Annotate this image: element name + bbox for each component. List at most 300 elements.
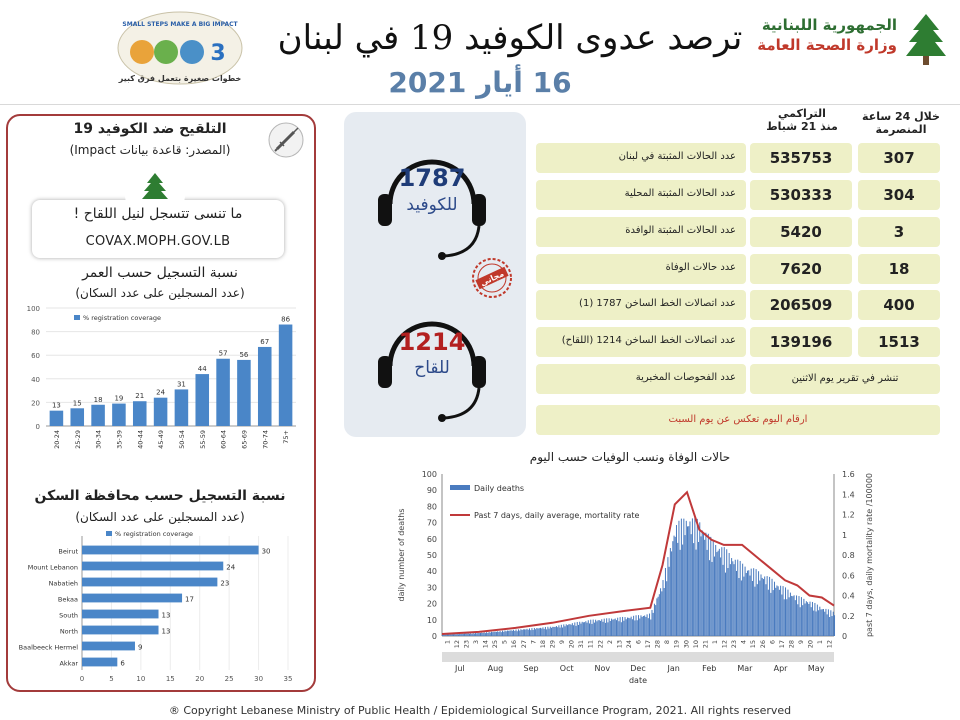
y-tick-label: 40 bbox=[426, 567, 437, 577]
daily-death-bar bbox=[670, 548, 671, 636]
daily-death-bar bbox=[692, 518, 693, 636]
x-month-label: Jan bbox=[667, 664, 680, 673]
daily-death-bar bbox=[599, 620, 600, 636]
y-tick-label: Bekaa bbox=[57, 595, 78, 604]
stat-24h-total-cases: 307 bbox=[858, 143, 940, 173]
legend-label: % registration coverage bbox=[115, 530, 193, 538]
x-month-label: Feb bbox=[702, 664, 717, 673]
daily-death-bar bbox=[558, 625, 559, 636]
daily-death-bar bbox=[781, 595, 782, 636]
data-label: 44 bbox=[197, 365, 207, 374]
daily-death-bar bbox=[656, 598, 657, 636]
daily-death-bar bbox=[700, 536, 701, 636]
stat-cumulative-total-cases: 535753 bbox=[750, 143, 852, 173]
daily-death-bar bbox=[834, 615, 835, 636]
daily-death-bar bbox=[518, 629, 519, 636]
daily-death-bar bbox=[598, 620, 599, 636]
daily-death-bar bbox=[816, 611, 817, 636]
syringe-icon bbox=[267, 121, 305, 159]
daily-death-bar bbox=[775, 588, 776, 636]
daily-death-bar bbox=[797, 604, 798, 636]
daily-death-bar bbox=[685, 535, 686, 636]
y-tick-label: Akkar bbox=[59, 659, 78, 668]
y-tick-label: 50 bbox=[426, 551, 437, 560]
daily-death-bar bbox=[705, 533, 706, 636]
daily-death-bar bbox=[829, 617, 830, 636]
x-month-label: May bbox=[807, 664, 825, 673]
x-week-tick-label: 2 bbox=[605, 640, 614, 645]
x-week-tick-label: 25 bbox=[491, 640, 500, 649]
x-month-label: Jul bbox=[454, 664, 465, 673]
x-week-tick-label: 17 bbox=[644, 640, 653, 649]
daily-death-bar bbox=[588, 620, 589, 636]
daily-death-bar bbox=[502, 631, 503, 636]
daily-death-bar bbox=[814, 603, 815, 636]
governorate-registration-chart bbox=[16, 526, 306, 686]
x-tick-label: 25-29 bbox=[73, 430, 82, 449]
daily-death-bar bbox=[678, 521, 679, 636]
bar bbox=[82, 594, 182, 603]
data-label: 19 bbox=[114, 394, 124, 403]
bar bbox=[82, 658, 117, 667]
daily-death-bar bbox=[683, 519, 684, 636]
x-tick-label: 20 bbox=[195, 675, 205, 683]
daily-death-bar bbox=[618, 621, 619, 636]
daily-death-bar bbox=[653, 613, 654, 636]
daily-death-bar bbox=[497, 631, 498, 636]
daily-death-bar bbox=[580, 624, 581, 636]
daily-death-bar bbox=[665, 568, 666, 636]
daily-death-bar bbox=[498, 632, 499, 636]
daily-death-bar bbox=[740, 561, 741, 636]
daily-death-bar bbox=[783, 586, 784, 636]
daily-death-bar bbox=[723, 565, 724, 636]
daily-death-bar bbox=[805, 603, 806, 636]
daily-death-bar bbox=[528, 630, 529, 636]
daily-death-bar bbox=[704, 540, 705, 636]
daily-death-bar bbox=[768, 590, 769, 636]
daily-death-bar bbox=[693, 543, 694, 636]
daily-death-bar bbox=[594, 623, 595, 636]
daily-death-bar bbox=[511, 630, 512, 636]
daily-death-bar bbox=[663, 580, 664, 636]
daily-death-bar bbox=[651, 610, 652, 636]
daily-death-bar bbox=[789, 597, 790, 636]
covid-hotline-label: للكوفيد bbox=[406, 195, 458, 215]
x-week-tick-label: 9 bbox=[797, 640, 806, 645]
bar bbox=[82, 642, 135, 651]
daily-death-bar bbox=[715, 545, 716, 636]
daily-death-bar bbox=[467, 634, 468, 636]
copyright-footer: ® Copyright Lebanese Ministry of Public Health / Epidemiological Surveillance Program, 2021. All rights reserved bbox=[168, 704, 792, 717]
daily-death-bar bbox=[758, 571, 759, 636]
daily-death-bar bbox=[591, 624, 592, 636]
x-month-label: Dec bbox=[630, 664, 646, 673]
daily-death-bar bbox=[713, 541, 714, 636]
bar bbox=[154, 398, 168, 426]
x-week-tick-label: 23 bbox=[730, 640, 739, 649]
x-week-tick-label: 6 bbox=[768, 640, 777, 645]
daily-death-bar bbox=[622, 617, 623, 636]
daily-death-bar bbox=[481, 633, 482, 636]
daily-death-bar bbox=[698, 542, 699, 636]
daily-death-bar bbox=[476, 633, 477, 636]
data-label: 23 bbox=[220, 579, 230, 588]
x-tick-label: 20-24 bbox=[52, 430, 61, 449]
daily-death-bar bbox=[508, 631, 509, 636]
daily-death-bar bbox=[822, 609, 823, 636]
x-week-tick-label: 30 bbox=[682, 640, 691, 649]
daily-death-bar bbox=[523, 629, 524, 636]
x-week-tick-label: 9 bbox=[558, 640, 567, 645]
daily-death-bar bbox=[675, 537, 676, 636]
daily-death-bar bbox=[738, 578, 739, 636]
stat-label-hotline-1214: عدد اتصالات الخط الساخن 1214 (اللقاح) bbox=[536, 327, 746, 357]
data-label: 6 bbox=[120, 659, 125, 668]
daily-death-bar bbox=[650, 620, 651, 636]
legend-swatch bbox=[106, 531, 112, 536]
covid-hotline-number[interactable]: 1787 bbox=[398, 164, 466, 192]
daily-death-bar bbox=[779, 590, 780, 636]
bar bbox=[82, 578, 217, 587]
daily-death-bar bbox=[503, 632, 504, 636]
daily-death-bar bbox=[753, 568, 754, 636]
daily-death-bar bbox=[501, 632, 502, 636]
daily-death-bar bbox=[620, 617, 621, 636]
daily-death-bar bbox=[719, 549, 720, 636]
ministry-name-line1: الجمهورية اللبنانية bbox=[761, 16, 897, 34]
x-week-tick-label: 7 bbox=[529, 640, 538, 645]
daily-death-bar bbox=[644, 615, 645, 636]
daily-death-bar bbox=[600, 621, 601, 636]
daily-death-bar bbox=[787, 590, 788, 636]
x-tick-label: 65-69 bbox=[240, 430, 249, 449]
daily-death-bar bbox=[737, 560, 738, 636]
legend-label: % registration coverage bbox=[83, 314, 161, 322]
daily-death-bar bbox=[529, 628, 530, 636]
daily-death-bar bbox=[607, 622, 608, 636]
bar bbox=[82, 562, 223, 571]
daily-death-bar bbox=[478, 633, 479, 636]
daily-death-bar bbox=[453, 634, 454, 636]
x-tick-label: 25 bbox=[224, 675, 234, 683]
x-week-tick-label: 28 bbox=[653, 640, 662, 649]
daily-death-bar bbox=[455, 634, 456, 636]
x-week-tick-label: 11 bbox=[586, 640, 595, 649]
daily-death-bar bbox=[671, 551, 672, 636]
daily-death-bar bbox=[749, 576, 750, 636]
y2-tick-label: 0.4 bbox=[842, 591, 855, 601]
daily-death-bar bbox=[555, 627, 556, 636]
daily-death-bar bbox=[791, 596, 792, 636]
daily-death-bar bbox=[485, 633, 486, 636]
daily-death-bar bbox=[524, 629, 525, 636]
stat-cumulative-hotline-1214: 139196 bbox=[750, 327, 852, 357]
data-label: 13 bbox=[161, 611, 171, 620]
legend-swatch bbox=[74, 315, 80, 320]
daily-death-bar bbox=[522, 630, 523, 636]
data-label: 15 bbox=[72, 399, 82, 408]
bar bbox=[112, 404, 126, 426]
daily-death-bar bbox=[540, 628, 541, 636]
x-tick-label: 45-49 bbox=[157, 430, 166, 449]
daily-death-bar bbox=[520, 629, 521, 636]
daily-death-bar bbox=[623, 621, 624, 636]
x-week-tick-label: 12 bbox=[825, 640, 834, 649]
stat-24h-deaths: 18 bbox=[858, 254, 940, 284]
daily-death-bar bbox=[604, 619, 605, 636]
bar bbox=[175, 389, 189, 426]
daily-death-bar bbox=[694, 518, 695, 636]
daily-death-bar bbox=[669, 567, 670, 636]
x-axis-label: date bbox=[628, 676, 648, 685]
daily-death-bar bbox=[664, 588, 665, 636]
daily-death-bar bbox=[741, 580, 742, 636]
daily-death-bar bbox=[464, 634, 465, 636]
y-tick-label: Nabatieh bbox=[48, 579, 78, 588]
column-header-cumulative-line1: التراكمي bbox=[778, 107, 826, 120]
month-band bbox=[442, 652, 834, 662]
daily-death-bar bbox=[492, 632, 493, 636]
daily-death-bar bbox=[824, 612, 825, 636]
daily-death-bar bbox=[569, 624, 570, 636]
daily-death-bar bbox=[686, 521, 687, 636]
daily-death-bar bbox=[772, 579, 773, 636]
daily-death-bar bbox=[636, 615, 637, 636]
daily-death-bar bbox=[725, 573, 726, 636]
daily-death-bar bbox=[631, 617, 632, 636]
data-label: 13 bbox=[51, 401, 61, 410]
daily-death-bar bbox=[647, 614, 648, 636]
legend-swatch-bars bbox=[450, 485, 470, 490]
daily-death-bar bbox=[659, 594, 660, 636]
x-week-tick-label: 8 bbox=[663, 640, 672, 645]
vaccination-title: التلقيح ضد الكوفيد 19 bbox=[73, 121, 227, 137]
daily-death-bar bbox=[697, 519, 698, 636]
y-tick-label: 20 bbox=[426, 599, 437, 609]
daily-death-bar bbox=[490, 633, 491, 636]
daily-death-bar bbox=[469, 634, 470, 636]
svg-text:3: 3 bbox=[210, 41, 226, 66]
daily-death-bar bbox=[609, 618, 610, 636]
daily-death-bar bbox=[756, 569, 757, 636]
daily-death-bar bbox=[735, 560, 736, 636]
daily-death-bar bbox=[773, 590, 774, 636]
y-tick-label: 100 bbox=[26, 305, 40, 313]
data-label: 57 bbox=[218, 349, 228, 358]
x-month-label: Nov bbox=[594, 664, 611, 673]
deaths-chart-title: حالات الوفاة ونسب الوفيات حسب اليوم bbox=[529, 450, 731, 464]
data-label: 56 bbox=[239, 350, 249, 359]
daily-death-bar bbox=[759, 581, 760, 636]
daily-death-bar bbox=[633, 616, 634, 636]
daily-death-bar bbox=[495, 632, 496, 636]
daily-death-bar bbox=[561, 625, 562, 636]
daily-death-bar bbox=[491, 632, 492, 636]
x-week-tick-label: 23 bbox=[462, 640, 471, 649]
data-label: 9 bbox=[137, 643, 143, 652]
daily-death-bar bbox=[817, 605, 818, 636]
x-week-tick-label: 10 bbox=[691, 640, 700, 649]
daily-death-bar bbox=[645, 617, 646, 636]
daily-death-bar bbox=[746, 573, 747, 636]
vaccination-source: (المصدر: قاعدة بيانات Impact) bbox=[69, 143, 231, 157]
daily-death-bar bbox=[794, 595, 795, 636]
daily-death-bar bbox=[699, 522, 700, 636]
daily-death-bar bbox=[612, 620, 613, 636]
daily-death-bar bbox=[765, 584, 766, 636]
daily-death-bar bbox=[654, 604, 655, 636]
daily-death-bar bbox=[487, 633, 488, 636]
data-label: 21 bbox=[135, 392, 145, 401]
x-week-tick-label: 1 bbox=[443, 640, 452, 645]
stamp-label: مجاني bbox=[479, 269, 506, 288]
daily-death-bar bbox=[830, 610, 831, 636]
daily-death-bar bbox=[712, 562, 713, 636]
bar bbox=[258, 347, 272, 426]
daily-death-bar bbox=[803, 599, 804, 636]
daily-death-bar bbox=[465, 634, 466, 636]
daily-death-bar bbox=[682, 545, 683, 636]
daily-death-bar bbox=[551, 628, 552, 636]
daily-death-bar bbox=[587, 623, 588, 636]
bar bbox=[91, 405, 105, 426]
daily-death-bar bbox=[593, 620, 594, 636]
daily-death-bar bbox=[514, 631, 515, 636]
daily-death-bar bbox=[801, 597, 802, 636]
x-week-tick-label: 12 bbox=[720, 640, 729, 649]
daily-death-bar bbox=[480, 633, 481, 636]
daily-death-bar bbox=[807, 602, 808, 636]
x-tick-label: 15 bbox=[165, 675, 175, 683]
y2-tick-label: 0.2 bbox=[842, 611, 855, 621]
daily-death-bar bbox=[470, 633, 471, 636]
daily-death-bar bbox=[637, 620, 638, 636]
svg-text:خطوات صغيرة بتعمل فرق كبير: خطوات صغيرة بتعمل فرق كبير bbox=[118, 74, 242, 83]
daily-death-bar bbox=[460, 634, 461, 636]
x-week-tick-label: 4 bbox=[739, 640, 748, 645]
x-week-tick-label: 20 bbox=[567, 640, 576, 649]
daily-death-bar bbox=[676, 525, 677, 636]
daily-death-bar bbox=[643, 616, 644, 636]
x-week-tick-label: 16 bbox=[510, 640, 519, 649]
daily-death-bar bbox=[574, 622, 575, 636]
daily-death-bar bbox=[534, 628, 535, 636]
x-week-tick-label: 17 bbox=[777, 640, 786, 649]
daily-death-bar bbox=[658, 597, 659, 636]
daily-death-bar bbox=[796, 595, 797, 636]
daily-death-bar bbox=[780, 586, 781, 636]
daily-death-bar bbox=[666, 581, 667, 636]
bar bbox=[279, 325, 293, 426]
daily-death-bar bbox=[754, 587, 755, 636]
daily-death-bar bbox=[496, 632, 497, 636]
daily-death-bar bbox=[573, 625, 574, 636]
y-tick-label: 80 bbox=[426, 502, 437, 512]
x-week-tick-label: 21 bbox=[701, 640, 710, 649]
x-week-tick-label: 14 bbox=[481, 640, 490, 649]
daily-death-bar bbox=[605, 623, 606, 636]
x-week-tick-label: 18 bbox=[538, 640, 547, 649]
daily-death-bar bbox=[790, 593, 791, 636]
daily-death-bar bbox=[562, 627, 563, 636]
daily-death-bar bbox=[677, 543, 678, 636]
daily-death-bar bbox=[486, 632, 487, 636]
daily-death-bar bbox=[577, 622, 578, 636]
daily-death-bar bbox=[721, 547, 722, 636]
daily-death-bar bbox=[640, 615, 641, 636]
daily-death-bar bbox=[681, 519, 682, 636]
x-tick-label: 0 bbox=[79, 675, 85, 683]
daily-death-bar bbox=[538, 629, 539, 636]
daily-death-bar bbox=[568, 624, 569, 636]
daily-death-bar bbox=[533, 630, 534, 636]
data-label: 67 bbox=[260, 337, 270, 346]
daily-death-bar bbox=[463, 634, 464, 636]
page-title: ترصد عدوى الكوفيد 19 في لبنان bbox=[277, 18, 743, 58]
daily-death-bar bbox=[482, 633, 483, 636]
y-tick-label: 60 bbox=[31, 352, 40, 361]
daily-death-bar bbox=[589, 623, 590, 636]
column-header-24h bbox=[852, 110, 950, 136]
age-registration-chart bbox=[16, 298, 306, 476]
data-label: 24 bbox=[226, 563, 236, 572]
daily-death-bar bbox=[691, 534, 692, 636]
daily-death-bar bbox=[474, 634, 475, 636]
stat-label-local-cases: عدد الحالات المثبتة المحلية bbox=[536, 180, 746, 210]
daily-death-bar bbox=[774, 582, 775, 636]
daily-death-bar bbox=[821, 609, 822, 636]
ministry-logo bbox=[757, 10, 955, 70]
x-tick-label: 35-39 bbox=[115, 430, 124, 449]
daily-death-bar bbox=[680, 550, 681, 636]
daily-death-bar bbox=[632, 619, 633, 636]
x-tick-label: 30 bbox=[254, 675, 264, 683]
daily-death-bar bbox=[729, 553, 730, 636]
daily-death-bar bbox=[714, 557, 715, 636]
daily-death-bar bbox=[769, 577, 770, 636]
daily-death-bar bbox=[757, 584, 758, 636]
daily-death-bar bbox=[752, 581, 753, 636]
y-tick-label: Baalbeeck Hermel bbox=[18, 643, 78, 652]
daily-death-bar bbox=[812, 602, 813, 636]
y-tick-label: South bbox=[59, 611, 78, 620]
daily-death-bar bbox=[710, 537, 711, 636]
daily-death-bar bbox=[770, 593, 771, 636]
daily-death-bar bbox=[585, 621, 586, 636]
daily-death-bar bbox=[811, 607, 812, 636]
y-axis-label: daily number of deaths bbox=[397, 508, 406, 602]
vaccine-hotline-number[interactable]: 1214 bbox=[398, 328, 466, 356]
daily-death-bar bbox=[833, 612, 834, 636]
bar bbox=[237, 360, 251, 426]
x-week-tick-label: 13 bbox=[615, 640, 624, 649]
daily-death-bar bbox=[565, 626, 566, 636]
bar bbox=[195, 374, 209, 426]
daily-death-bar bbox=[655, 605, 656, 636]
register-link[interactable]: COVAX.MOPH.GOV.LB bbox=[85, 234, 231, 249]
daily-death-bar bbox=[785, 587, 786, 636]
daily-death-bar bbox=[709, 560, 710, 636]
y-tick-label: Mount Lebanon bbox=[27, 563, 78, 572]
daily-death-bar bbox=[566, 624, 567, 636]
column-header-cumulative bbox=[752, 107, 852, 133]
data-label: 17 bbox=[185, 595, 194, 604]
daily-death-bar bbox=[736, 571, 737, 636]
daily-death-bar bbox=[724, 547, 725, 636]
daily-death-bar bbox=[550, 627, 551, 636]
daily-death-bar bbox=[672, 541, 673, 636]
